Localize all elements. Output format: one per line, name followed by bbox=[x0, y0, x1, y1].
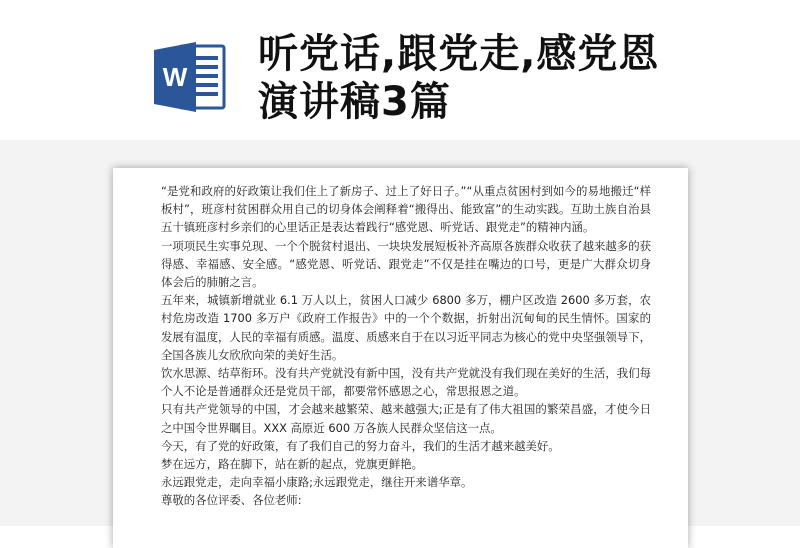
paragraph: 今天，有了党的好政策，有了我们自己的努力奋斗，我们的生活才越来越美好。 bbox=[161, 438, 560, 453]
paragraph: 尊敬的各位评委、各位老师: bbox=[161, 493, 302, 508]
paragraph: 一项项民生实事兑现、一个个脱贫村退出、一块块发展短板补齐高原各族群众收获了越来越多的获得感、幸福感、安全感。“感党恩、听党话、跟党走”不仅是挂在嘴边的口号，更是广大群众切身体会后的肺腑之言。 bbox=[161, 238, 651, 290]
document-page bbox=[113, 168, 688, 548]
document-body bbox=[161, 182, 651, 510]
paragraph: “是党和政府的好政策让我们住上了新房子、过上了好日子。”“从重点贫困村到如今的易地搬迁“样板村”，班彦村贫困群众用自己的切身体会阐释着“搬得出、能致富”的生动实践。互助土族自治县五十镇班彦村乡亲们的心里话正是表达着践行“感党恩、听党话、跟党走”的精神内涵。 bbox=[161, 184, 651, 235]
paragraph: 只有共产党领导的中国，才会越来越繁荣、越来越强大;正是有了伟大祖国的繁荣昌盛，才使今日之中国令世界瞩目。XXX 高原近 600 万各族人民群众坚信这一点。 bbox=[161, 402, 651, 435]
paragraph: 饮水思源、结草衔环。没有共产党就没有新中国，没有共产党就没有我们现在美好的生活，我们每个人不论是普通群众还是党员干部，都要常怀感恩之心，常思报恩之道。 bbox=[161, 366, 651, 399]
paragraph: 永远跟党走，走向幸福小康路;永远跟党走，继往开来谱华章。 bbox=[161, 475, 473, 490]
paragraph: 五年来，城镇新增就业 6.1 万人以上，贫困人口减少 6800 多万，棚户区改造 2600 多万套，农村危房改造 1700 多万户《政府工作报告》中的一个个数据，折射出沉甸甸的民生情怀。国家的发展有温度，人民的幸福有质感。温度、质感来自于在以习近平同志为核心的党中央坚强领导下，全国各族儿女欣欣向荣的美好生活。 bbox=[161, 293, 651, 362]
page-title: 听党话,跟党走,感党恩演讲稿3篇 bbox=[258, 31, 660, 125]
word-document-icon bbox=[150, 36, 230, 116]
word-icon-letter: W bbox=[162, 62, 188, 92]
paragraph: 梦在远方，路在脚下，站在新的起点，党旗更鲜艳。 bbox=[161, 457, 423, 472]
header-banner bbox=[0, 0, 800, 140]
